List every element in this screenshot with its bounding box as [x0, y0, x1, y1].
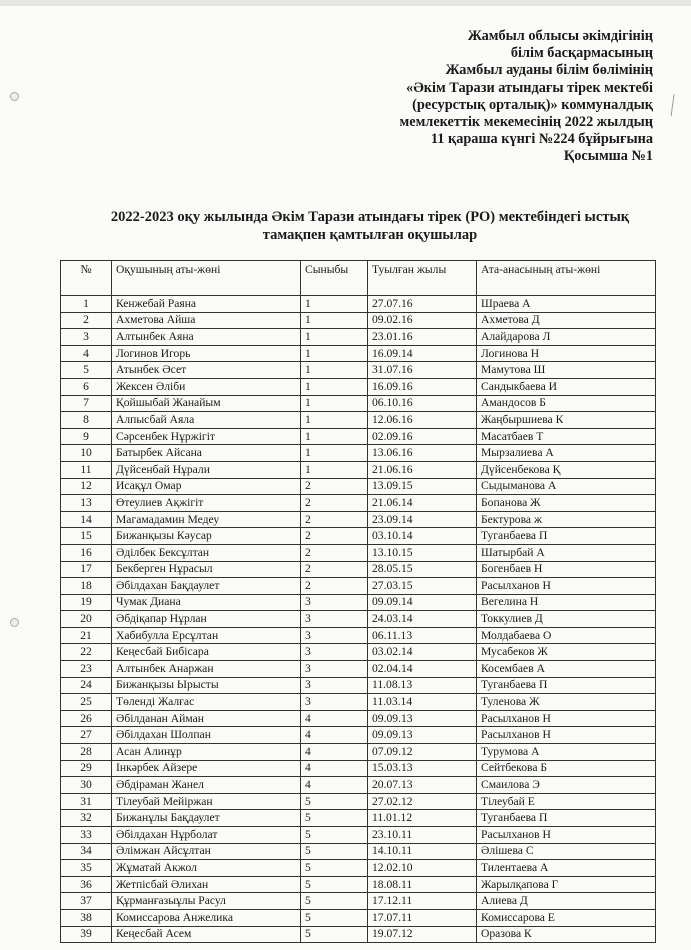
table-row	[61, 329, 656, 346]
table-row	[61, 495, 656, 512]
cell-parent-name: Мамутова Ш	[477, 362, 656, 379]
cell-parent-name: Алайдарова Л	[477, 329, 656, 346]
pen-mark	[671, 94, 685, 117]
cell-number: 5	[61, 362, 112, 379]
cell-birth-date: 23.09.14	[368, 511, 477, 528]
cell-grade: 3	[301, 694, 368, 711]
table-row	[61, 412, 656, 429]
cell-parent-name: Шатырбай А	[477, 544, 656, 561]
cell-number: 34	[61, 843, 112, 860]
cell-number: 23	[61, 661, 112, 678]
cell-number: 19	[61, 594, 112, 611]
cell-student-name: Әбілдахан Бақдаулет	[112, 578, 301, 595]
cell-grade: 1	[301, 362, 368, 379]
cell-number: 15	[61, 528, 112, 545]
cell-parent-name: Комиссарова Е	[477, 909, 656, 926]
cell-parent-name: Тілеубай Е	[477, 793, 656, 810]
cell-birth-date: 27.02.12	[368, 793, 477, 810]
cell-student-name: Әбілдахан Нұрболат	[112, 827, 301, 844]
cell-student-name: Жексен Әліби	[112, 378, 301, 395]
heading-line: білім басқармасының	[510, 45, 653, 62]
table-row	[61, 909, 656, 926]
cell-parent-name: Масатбаев Т	[477, 428, 656, 445]
title-line: 2022-2023 оқу жылында Әкім Тарази атындағы тірек (РО) мектебіндегі ыстық	[110, 209, 630, 225]
cell-parent-name: Расылханов Н	[477, 827, 656, 844]
table-row	[61, 926, 656, 943]
cell-birth-date: 09.02.16	[368, 312, 477, 329]
cell-grade: 2	[301, 495, 368, 512]
cell-grade: 3	[301, 661, 368, 678]
table-row	[61, 395, 656, 412]
cell-grade: 1	[301, 428, 368, 445]
cell-student-name: Асан Алинұр	[112, 744, 301, 761]
cell-birth-date: 18.08.11	[368, 876, 477, 893]
cell-grade: 2	[301, 578, 368, 595]
table-row	[61, 876, 656, 893]
cell-student-name: Өтеулиев Ақжігіт	[112, 495, 301, 512]
cell-student-name: Бижанқызы Кәусар	[112, 528, 301, 545]
cell-birth-date: 21.06.14	[368, 495, 477, 512]
cell-parent-name: Алиева Д	[477, 893, 656, 910]
cell-number: 1	[61, 296, 112, 313]
cell-number: 21	[61, 627, 112, 644]
cell-student-name: Атынбек Әсет	[112, 362, 301, 379]
heading-line: Жамбыл облысы әкімдігінің	[467, 28, 653, 44]
cell-student-name: Әлімжан Айсұлтан	[112, 843, 301, 860]
cell-parent-name: Жарылқапова Г	[477, 876, 656, 893]
cell-grade: 4	[301, 777, 368, 794]
table-row	[61, 378, 656, 395]
table-row	[61, 744, 656, 761]
cell-parent-name: Туленова Ж	[477, 694, 656, 711]
cell-parent-name: Амандосов Б	[477, 395, 656, 412]
cell-grade: 2	[301, 478, 368, 495]
table-row	[61, 694, 656, 711]
cell-student-name: Әбілданан Айман	[112, 710, 301, 727]
cell-number: 27	[61, 727, 112, 744]
table-row	[61, 594, 656, 611]
cell-grade: 5	[301, 810, 368, 827]
cell-birth-date: 11.01.12	[368, 810, 477, 827]
cell-student-name: Кеңесбай Асем	[112, 926, 301, 943]
cell-student-name: Қойшыбай Жанайым	[112, 395, 301, 412]
cell-birth-date: 06.11.13	[368, 627, 477, 644]
cell-parent-name: Молдабаева О	[477, 627, 656, 644]
cell-grade: 1	[301, 445, 368, 462]
cell-number: 30	[61, 777, 112, 794]
cell-grade: 4	[301, 760, 368, 777]
cell-number: 26	[61, 710, 112, 727]
cell-grade: 1	[301, 378, 368, 395]
heading-line: 11 қараша күнгі №224 бұйрығына	[430, 131, 653, 148]
cell-grade: 5	[301, 827, 368, 844]
cell-grade: 1	[301, 412, 368, 429]
table-row	[61, 860, 656, 877]
cell-parent-name: Вегелина Н	[477, 594, 656, 611]
cell-parent-name: Смаилова Э	[477, 777, 656, 794]
cell-birth-date: 11.08.13	[368, 677, 477, 694]
cell-parent-name: Логинова Н	[477, 345, 656, 362]
cell-birth-date: 11.03.14	[368, 694, 477, 711]
cell-birth-date: 14.10.11	[368, 843, 477, 860]
cell-parent-name: Расылханов Н	[477, 578, 656, 595]
cell-student-name: Кенжебай Раяна	[112, 296, 301, 313]
header-number: №	[61, 261, 112, 296]
cell-student-name: Исақұл Омар	[112, 478, 301, 495]
cell-number: 33	[61, 827, 112, 844]
cell-parent-name: Туганбаева П	[477, 810, 656, 827]
cell-parent-name: Шраева А	[477, 296, 656, 313]
table-row	[61, 511, 656, 528]
table-header-row	[61, 261, 656, 296]
table-row	[61, 578, 656, 595]
cell-student-name: Әбілдахан Шолпан	[112, 727, 301, 744]
cell-parent-name: Косембаев А	[477, 661, 656, 678]
cell-number: 17	[61, 561, 112, 578]
table-row	[61, 561, 656, 578]
table-row	[61, 445, 656, 462]
table-row	[61, 777, 656, 794]
cell-parent-name: Мырзалиева А	[477, 445, 656, 462]
cell-birth-date: 12.06.16	[368, 412, 477, 429]
cell-parent-name: Тилентаева А	[477, 860, 656, 877]
cell-grade: 5	[301, 876, 368, 893]
table-row	[61, 677, 656, 694]
table-row	[61, 312, 656, 329]
header-grade: Сыныбы	[301, 261, 368, 296]
cell-number: 37	[61, 893, 112, 910]
cell-number: 8	[61, 412, 112, 429]
cell-birth-date: 27.07.16	[368, 296, 477, 313]
cell-student-name: Чумак Диана	[112, 594, 301, 611]
cell-grade: 3	[301, 677, 368, 694]
cell-grade: 1	[301, 461, 368, 478]
cell-parent-name: Оразова К	[477, 926, 656, 943]
cell-birth-date: 07.09.12	[368, 744, 477, 761]
cell-grade: 5	[301, 843, 368, 860]
cell-number: 22	[61, 644, 112, 661]
cell-birth-date: 20.07.13	[368, 777, 477, 794]
cell-student-name: Алпысбай Аяла	[112, 412, 301, 429]
cell-birth-date: 17.12.11	[368, 893, 477, 910]
cell-number: 39	[61, 926, 112, 943]
cell-number: 16	[61, 544, 112, 561]
cell-parent-name: Бопанова Ж	[477, 495, 656, 512]
table-row	[61, 893, 656, 910]
cell-grade: 2	[301, 511, 368, 528]
cell-student-name: Тілеубай Мейіржан	[112, 793, 301, 810]
cell-number: 7	[61, 395, 112, 412]
cell-birth-date: 02.04.14	[368, 661, 477, 678]
cell-grade: 2	[301, 561, 368, 578]
cell-number: 6	[61, 378, 112, 395]
binder-hole-mark	[10, 92, 19, 101]
cell-student-name: Бижанқызы Ырысты	[112, 677, 301, 694]
cell-number: 9	[61, 428, 112, 445]
cell-student-name: Магамадамин Медеу	[112, 511, 301, 528]
cell-number: 31	[61, 793, 112, 810]
cell-number: 4	[61, 345, 112, 362]
table-row	[61, 478, 656, 495]
cell-parent-name: Дүйсенбекова Қ	[477, 461, 656, 478]
cell-birth-date: 15.03.13	[368, 760, 477, 777]
table-row	[61, 528, 656, 545]
cell-number: 3	[61, 329, 112, 346]
table-row	[61, 345, 656, 362]
table-row	[61, 827, 656, 844]
cell-parent-name: Ахметова Д	[477, 312, 656, 329]
cell-birth-date: 09.09.14	[368, 594, 477, 611]
table-row	[61, 661, 656, 678]
cell-grade: 3	[301, 594, 368, 611]
cell-birth-date: 13.09.15	[368, 478, 477, 495]
cell-parent-name: Сыдыманова А	[477, 478, 656, 495]
table-row	[61, 843, 656, 860]
cell-parent-name: Расылханов Н	[477, 710, 656, 727]
cell-grade: 1	[301, 312, 368, 329]
table-row	[61, 296, 656, 313]
header-birth-date: Туылған жылы	[368, 261, 477, 296]
cell-birth-date: 16.09.14	[368, 345, 477, 362]
title-line: тамақпен қамтылған оқушылар	[262, 227, 478, 243]
heading-line: мемлекеттік мекемесінің 2022 жылдың	[399, 114, 653, 131]
cell-student-name: Алтынбек Анаржан	[112, 661, 301, 678]
cell-grade: 1	[301, 296, 368, 313]
table-row	[61, 760, 656, 777]
cell-birth-date: 13.10.15	[368, 544, 477, 561]
table-row	[61, 544, 656, 561]
cell-grade: 3	[301, 627, 368, 644]
cell-parent-name: Расылханов Н	[477, 727, 656, 744]
document-title	[60, 208, 680, 244]
cell-number: 28	[61, 744, 112, 761]
cell-grade: 2	[301, 544, 368, 561]
cell-parent-name: Токкулиев Д	[477, 611, 656, 628]
cell-grade: 1	[301, 329, 368, 346]
cell-birth-date: 02.09.16	[368, 428, 477, 445]
cell-number: 11	[61, 461, 112, 478]
cell-grade: 3	[301, 644, 368, 661]
cell-number: 32	[61, 810, 112, 827]
cell-grade: 4	[301, 727, 368, 744]
cell-student-name: Інкәрбек Айзере	[112, 760, 301, 777]
binder-hole-mark	[10, 618, 19, 627]
cell-grade: 5	[301, 860, 368, 877]
cell-student-name: Кеңесбай Бибісара	[112, 644, 301, 661]
table-body	[61, 296, 656, 943]
table-row	[61, 644, 656, 661]
cell-grade: 1	[301, 395, 368, 412]
cell-birth-date: 09.09.13	[368, 710, 477, 727]
cell-grade: 4	[301, 710, 368, 727]
cell-student-name: Бижанұлы Бақдаулет	[112, 810, 301, 827]
cell-student-name: Төленді Жалғас	[112, 694, 301, 711]
cell-parent-name: Туганбаева П	[477, 677, 656, 694]
order-appendix-heading	[233, 28, 653, 166]
cell-parent-name: Турумова А	[477, 744, 656, 761]
cell-number: 14	[61, 511, 112, 528]
cell-grade: 5	[301, 793, 368, 810]
cell-number: 2	[61, 312, 112, 329]
cell-number: 10	[61, 445, 112, 462]
cell-birth-date: 23.10.11	[368, 827, 477, 844]
table-row	[61, 710, 656, 727]
cell-number: 29	[61, 760, 112, 777]
table-row	[61, 428, 656, 445]
cell-parent-name: Туганбаева П	[477, 528, 656, 545]
cell-number: 20	[61, 611, 112, 628]
cell-student-name: Батырбек Айсана	[112, 445, 301, 462]
cell-student-name: Логинов Игорь	[112, 345, 301, 362]
cell-student-name: Әбдіраман Жанел	[112, 777, 301, 794]
cell-grade: 5	[301, 909, 368, 926]
cell-student-name: Әділбек Бексұлтан	[112, 544, 301, 561]
cell-birth-date: 09.09.13	[368, 727, 477, 744]
cell-number: 12	[61, 478, 112, 495]
students-table	[60, 260, 656, 943]
cell-birth-date: 23.01.16	[368, 329, 477, 346]
table-row	[61, 461, 656, 478]
cell-grade: 4	[301, 744, 368, 761]
cell-number: 24	[61, 677, 112, 694]
heading-line: «Әкім Тарази атындағы тірек мектебі	[406, 79, 653, 96]
cell-parent-name: Мусабеков Ж	[477, 644, 656, 661]
cell-birth-date: 24.03.14	[368, 611, 477, 628]
cell-birth-date: 03.02.14	[368, 644, 477, 661]
cell-grade: 5	[301, 926, 368, 943]
cell-birth-date: 21.06.16	[368, 461, 477, 478]
cell-parent-name: Әлішева С	[477, 843, 656, 860]
cell-student-name: Ахметова Айша	[112, 312, 301, 329]
table-row	[61, 727, 656, 744]
cell-number: 25	[61, 694, 112, 711]
table-row	[61, 810, 656, 827]
cell-number: 18	[61, 578, 112, 595]
cell-student-name: Әбдіқапар Нұрлан	[112, 611, 301, 628]
header-student-name: Оқушының аты-жөні	[112, 261, 301, 296]
cell-student-name: Дүйсенбай Нұрали	[112, 461, 301, 478]
cell-parent-name: Сейтбекова Б	[477, 760, 656, 777]
table-row	[61, 627, 656, 644]
cell-student-name: Бекберген Нұрасыл	[112, 561, 301, 578]
cell-student-name: Сәрсенбек Нұржігіт	[112, 428, 301, 445]
cell-student-name: Хабибулла Ерсұлтан	[112, 627, 301, 644]
cell-birth-date: 31.07.16	[368, 362, 477, 379]
cell-grade: 5	[301, 893, 368, 910]
cell-student-name: Жетпісбай Әлихан	[112, 876, 301, 893]
table-row	[61, 611, 656, 628]
cell-student-name: Жұматай Акжол	[112, 860, 301, 877]
cell-number: 13	[61, 495, 112, 512]
cell-grade: 2	[301, 528, 368, 545]
cell-birth-date: 19.07.12	[368, 926, 477, 943]
cell-birth-date: 06.10.16	[368, 395, 477, 412]
cell-number: 36	[61, 876, 112, 893]
heading-line: (ресурстық орталық)» коммуналдық	[412, 96, 653, 113]
cell-birth-date: 28.05.15	[368, 561, 477, 578]
heading-line: Жамбыл ауданы білім бөлімінің	[445, 62, 653, 79]
cell-parent-name: Сандыкбаева И	[477, 378, 656, 395]
cell-student-name: Комиссарова Анжелика	[112, 909, 301, 926]
cell-student-name: Алтынбек Аяна	[112, 329, 301, 346]
cell-parent-name: Бектурова ж	[477, 511, 656, 528]
scan-edge	[0, 0, 691, 6]
header-parent-name: Ата-анасының аты-жөні	[477, 261, 656, 296]
cell-birth-date: 17.07.11	[368, 909, 477, 926]
table-row	[61, 793, 656, 810]
cell-parent-name: Богенбаев Н	[477, 561, 656, 578]
cell-student-name: Құрманғазыұлы Расул	[112, 893, 301, 910]
table-row	[61, 362, 656, 379]
cell-birth-date: 12.02.10	[368, 860, 477, 877]
cell-birth-date: 03.10.14	[368, 528, 477, 545]
cell-number: 35	[61, 860, 112, 877]
cell-birth-date: 13.06.16	[368, 445, 477, 462]
cell-parent-name: Жаңбыршиева К	[477, 412, 656, 429]
cell-birth-date: 27.03.15	[368, 578, 477, 595]
cell-number: 38	[61, 909, 112, 926]
cell-grade: 1	[301, 345, 368, 362]
cell-birth-date: 16.09.16	[368, 378, 477, 395]
cell-grade: 3	[301, 611, 368, 628]
heading-line: Қосымша №1	[563, 148, 653, 165]
